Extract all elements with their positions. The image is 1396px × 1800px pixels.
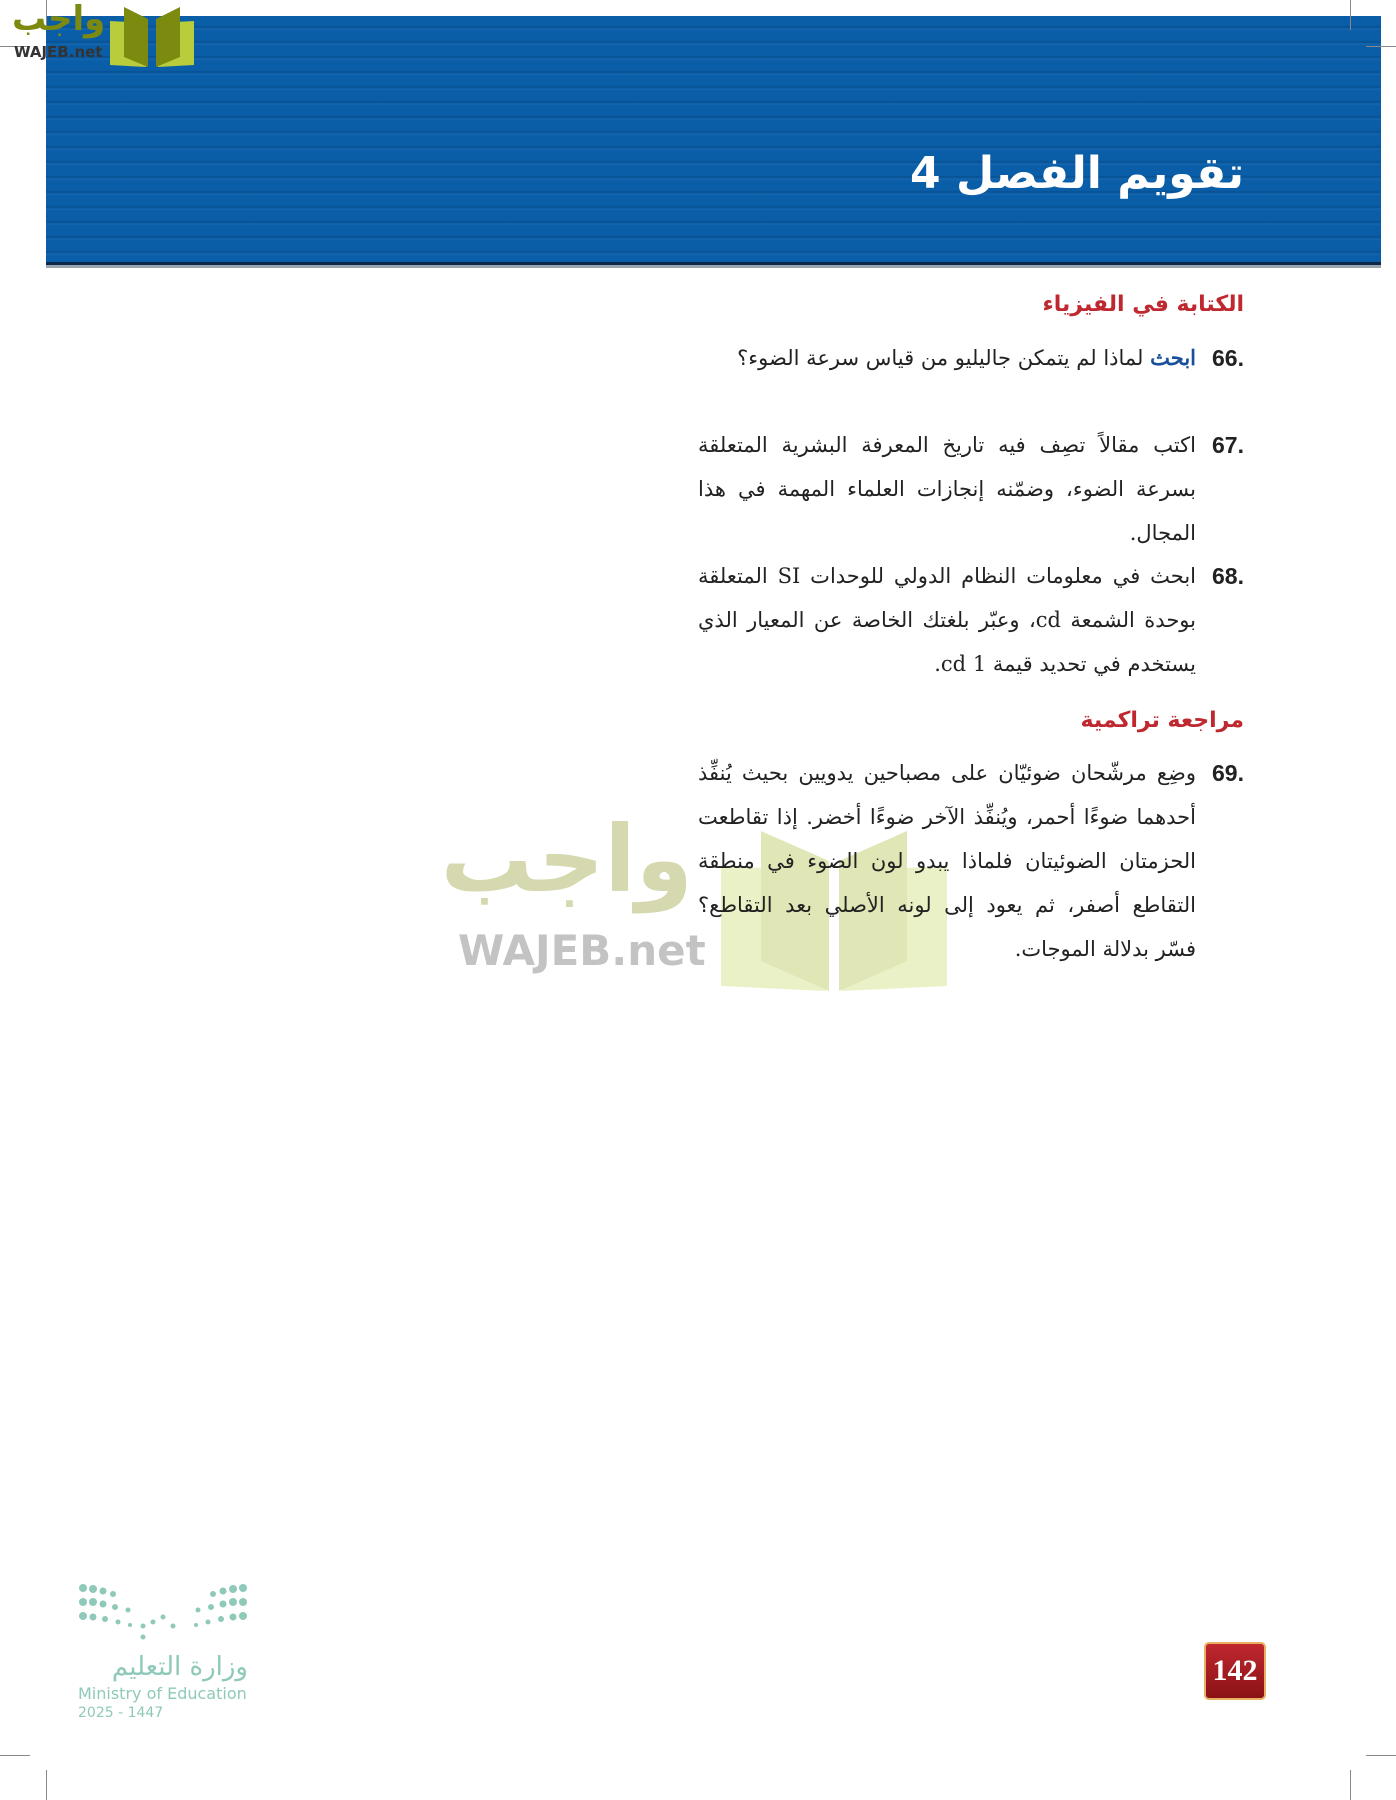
question-text: ابحث في معلومات النظام الدولي للوحدات SI المتعلقة بوحدة الشمعة cd، وعبّر بلغتك الخاصة عن المعيار الذي يستخدم في تحديد قيمة 1 cd. (698, 564, 1196, 676)
crop-mark (46, 1770, 47, 1800)
ministry-name-ar: وزارة التعليم (111, 1652, 248, 1682)
question-68 (698, 554, 1244, 686)
wajeb-logo (10, 0, 190, 67)
ministry-name-en: Ministry of Education (78, 1684, 247, 1703)
edition-year: 2025 - 1447 (78, 1705, 164, 1721)
chapter-banner (46, 16, 1381, 265)
question-67 (698, 423, 1244, 555)
watermark-arabic: واجب (440, 806, 693, 913)
question-text: لماذا لم يتمكن جاليليو من قياس سرعة الضوء؟ (737, 346, 1144, 370)
crop-mark (0, 1755, 30, 1756)
question-number: 66. (1212, 345, 1244, 371)
ministry-emblem-icon (78, 1582, 248, 1642)
question-number: 69. (1212, 760, 1244, 786)
watermark-latin: WAJEB.net (458, 926, 706, 975)
logo-latin: WAJEB.net (14, 43, 103, 61)
question-text: اكتب مقالاً تصِف فيه تاريخ المعرفة البشرية المتعلقة بسرعة الضوء، وضمّنه إنجازات العلماء المهمة في هذا المجال. (698, 433, 1196, 545)
page-title: تقويم الفصل 4 (910, 148, 1244, 199)
keyword: ابحث (1150, 345, 1196, 370)
question-text: وضِع مرشّحان ضوئيّان على مصباحين يدويين بحيث يُنفِّذ أحدهما ضوءًا أحمر، ويُنفِّذ الآخر ضوءًا أخضر. إذا تقاطعت الحزمتان الضوئيتان فلماذا يبدو لون الضوء في منطقة التقاطع أصفر، ثم يعود إلى لونه الأصلي بعد التقاطع؟ فسّر بدلالة الموجات. (698, 761, 1196, 961)
ministry-logo (78, 1582, 248, 1721)
question-number: 68. (1212, 563, 1244, 589)
crop-mark (1366, 1755, 1396, 1756)
section-heading: الكتابة في الفيزياء (1042, 292, 1244, 317)
question-69 (698, 751, 1244, 971)
crop-mark (1350, 1770, 1351, 1800)
book-icon (106, 5, 198, 67)
page-number: 142 (1204, 1642, 1266, 1700)
crop-mark (1350, 0, 1351, 30)
crop-mark (1366, 46, 1396, 47)
question-number: 67. (1212, 432, 1244, 458)
question-66 (698, 336, 1244, 380)
logo-arabic: واجب (12, 0, 106, 39)
section-heading: مراجعة تراكمية (1080, 708, 1244, 733)
